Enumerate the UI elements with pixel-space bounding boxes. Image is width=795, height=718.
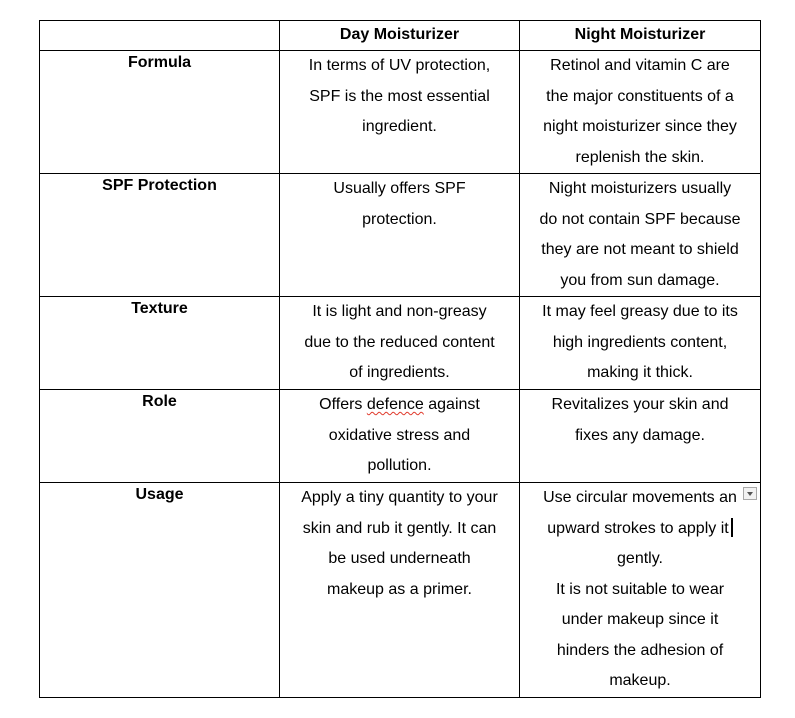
row-label-text: SPF Protection — [102, 177, 217, 194]
row-label-role[interactable] — [40, 390, 280, 483]
table-row-spf-protection — [40, 174, 761, 297]
cell-spf-night[interactable] — [520, 174, 761, 297]
spellcheck-flagged-word[interactable]: defence — [366, 396, 424, 413]
cell-text — [286, 390, 513, 482]
table-row-formula — [40, 51, 761, 174]
text-line: Use circular movements an — [543, 489, 737, 506]
row-label-usage[interactable] — [40, 483, 280, 698]
cell-role-day[interactable] — [280, 390, 520, 483]
cell-text: Apply a tiny quantity to your skin and rub it gently. It can be used underneath makeup as a primer. — [301, 489, 498, 598]
text-run: Offers — [319, 396, 367, 413]
cell-texture-night[interactable] — [520, 297, 761, 390]
cell-texture-day[interactable] — [280, 297, 520, 390]
row-label-text: Formula — [127, 54, 192, 71]
header-day-moisturizer[interactable]: Day Moisturizer — [280, 21, 520, 51]
table-row-usage — [40, 483, 761, 698]
cell-role-night[interactable] — [520, 390, 761, 483]
text-run: against oxidative stress and pollution. — [328, 396, 480, 474]
table-row-role — [40, 390, 761, 483]
cell-text: Night moisturizers usually do not contain SPF because they are not meant to shield you from sun damage. — [539, 180, 741, 289]
cell-usage-night[interactable] — [520, 483, 761, 698]
row-label-spf-protection[interactable] — [40, 174, 280, 297]
cell-text: It is light and non-greasy due to the reduced content of ingredients. — [304, 303, 495, 381]
cell-text: It may feel greasy due to its high ingredients content, making it thick. — [542, 303, 738, 381]
row-label-formula[interactable] — [40, 51, 280, 174]
text-line: upward strokes to apply it — [547, 519, 729, 537]
row-label-texture[interactable] — [40, 297, 280, 390]
cell-formula-day[interactable] — [280, 51, 520, 174]
header-row — [40, 21, 761, 51]
header-night-moisturizer[interactable]: Night Moisturizer — [520, 21, 761, 51]
row-label-text: Usage — [135, 486, 184, 503]
cell-text: Revitalizes your skin and fixes any damage. — [551, 396, 729, 444]
cell-text: In terms of UV protection, SPF is the most essential ingredient. — [308, 57, 491, 135]
dropdown-arrow-icon[interactable] — [743, 487, 757, 500]
cell-formula-night[interactable] — [520, 51, 761, 174]
row-label-text: Texture — [131, 300, 188, 317]
header-cell-empty[interactable] — [40, 21, 280, 51]
comparison-table — [39, 20, 761, 698]
table-row-texture — [40, 297, 761, 390]
cell-spf-day[interactable] — [280, 174, 520, 297]
text-cursor-icon — [731, 518, 733, 537]
row-label-text: Role — [142, 393, 177, 410]
cell-text: Retinol and vitamin C are the major constituents of a night moisturizer since they replenish the skin. — [543, 57, 737, 166]
cell-text — [526, 483, 754, 697]
text-run: gently. It is not suitable to wear under makeup since it hinders the adhesion of makeup. — [555, 550, 725, 689]
cell-text: Usually offers SPF protection. — [333, 180, 466, 228]
cell-usage-day[interactable] — [280, 483, 520, 698]
